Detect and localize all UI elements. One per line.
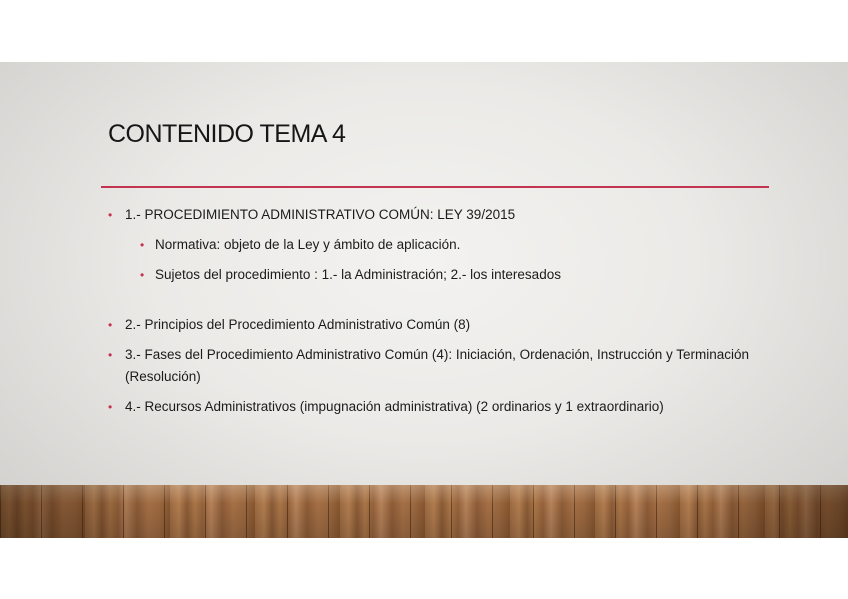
sub-bullet-text: Sujetos del procedimiento : 1.- la Administración; 2.- los interesados xyxy=(155,267,561,282)
bullet-item-4 xyxy=(108,396,768,418)
bullet-item-text: 2.- Principios del Procedimiento Administrativo Común (8) xyxy=(125,317,471,332)
bullet-icon: • xyxy=(108,318,113,332)
bullet-icon: • xyxy=(108,208,113,222)
bullet-item-3 xyxy=(108,344,768,388)
sub-bullet-item-2 xyxy=(108,264,768,286)
bullet-item-text: 3.- Fases del Procedimiento Administrativo Común (4): Iniciación, Ordenación, Instrucción y Terminación (Resolución) xyxy=(125,347,750,384)
sub-bullet-text: Normativa: objeto de la Ley y ámbito de aplicación. xyxy=(155,237,461,252)
bullet-icon: • xyxy=(108,400,113,414)
slide xyxy=(0,62,848,538)
bullet-item-1 xyxy=(108,204,768,226)
bullet-item-text: 1.- PROCEDIMIENTO ADMINISTRATIVO COMÚN: LEY 39/2015 xyxy=(125,207,516,222)
sub-bullet-item-1 xyxy=(108,234,768,256)
wood-floor-decoration xyxy=(0,485,848,538)
bullet-item-2 xyxy=(108,314,768,336)
bullet-icon: • xyxy=(140,238,145,252)
slide-content xyxy=(108,204,768,418)
slide-title: CONTENIDO TEMA 4 xyxy=(108,120,346,148)
title-divider xyxy=(101,186,769,188)
spacer xyxy=(108,286,768,314)
bullet-item-text: 4.- Recursos Administrativos (impugnación administrativa) (2 ordinarios y 1 extraordinario) xyxy=(125,399,664,414)
bullet-icon: • xyxy=(140,268,145,282)
bullet-icon: • xyxy=(108,348,113,362)
